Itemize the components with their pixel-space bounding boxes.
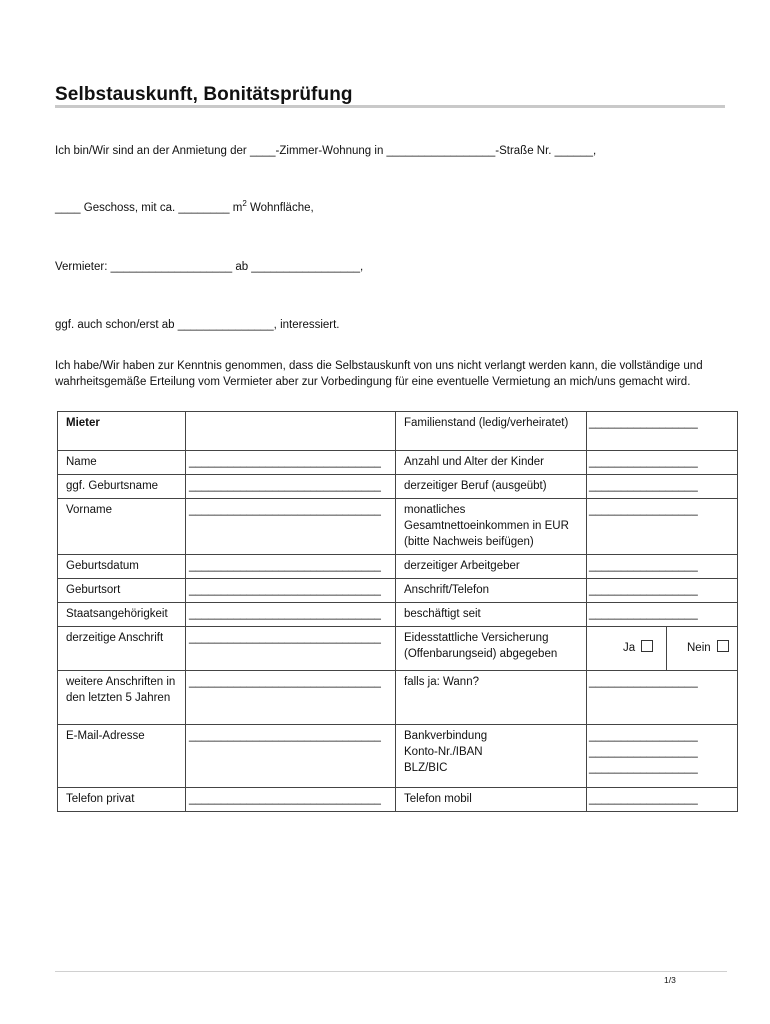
label-if-yes: falls ja: Wann?: [396, 671, 587, 725]
field-employed-since[interactable]: _________________: [587, 603, 738, 627]
field-previous-addresses[interactable]: ______________________________: [186, 671, 396, 725]
label-affidavit-line1: Eidesstattliche Versicherung: [404, 632, 549, 644]
label-tenant-header: Mieter: [58, 412, 186, 451]
field-email[interactable]: ______________________________: [186, 725, 396, 788]
table-row: [58, 725, 738, 788]
label-marital-status: Familienstand (ledig/verheiratet): [396, 412, 587, 451]
page-title: Selbstauskunft, Bonitätsprüfung: [55, 84, 353, 105]
table-row: [58, 555, 738, 579]
label-bank-group: [396, 725, 587, 788]
empty-cell: [186, 412, 396, 451]
label-affidavit-line2: (Offenbarungseid) abgegeben: [404, 648, 558, 660]
table-row: [58, 499, 738, 555]
label-income: monatliches Gesamtnettoeinkommen in EUR (bitte Nachweis beifügen): [396, 499, 587, 555]
tenant-form-table: [57, 411, 738, 812]
field-income[interactable]: _________________: [587, 499, 738, 555]
area-suffix: Wohnfläche,: [246, 202, 314, 214]
intro-line-floor: [55, 199, 314, 214]
label-current-address: derzeitige Anschrift: [58, 627, 186, 671]
table-row: [58, 788, 738, 812]
label-bank-connection: Bankverbindung: [404, 730, 488, 742]
field-if-yes[interactable]: _________________: [587, 671, 738, 725]
intro-line-landlord: Vermieter: ___________________ ab _________________,: [55, 261, 364, 273]
label-phone-private: Telefon privat: [58, 788, 186, 812]
field-phone-mobile[interactable]: _________________: [587, 788, 738, 812]
field-nationality[interactable]: ______________________________: [186, 603, 396, 627]
checkbox-yes-icon[interactable]: [641, 640, 653, 652]
label-nationality: Staatsangehörigkeit: [58, 603, 186, 627]
label-blz-bic: BLZ/BIC: [404, 762, 448, 774]
label-birth-name: ggf. Geburtsname: [58, 475, 186, 499]
field-employer[interactable]: _________________: [587, 555, 738, 579]
option-yes[interactable]: [587, 627, 667, 671]
field-current-address[interactable]: ______________________________: [186, 627, 396, 671]
option-no[interactable]: [667, 627, 738, 671]
table-row: [58, 627, 738, 671]
label-first-name: Vorname: [58, 499, 186, 555]
field-bank-group: [587, 725, 738, 788]
label-birth-date: Geburtsdatum: [58, 555, 186, 579]
label-affidavit: [396, 627, 587, 671]
label-address-phone: Anschrift/Telefon: [396, 579, 587, 603]
label-children: Anzahl und Alter der Kinder: [396, 451, 587, 475]
field-birth-date[interactable]: ______________________________: [186, 555, 396, 579]
field-blz-bic[interactable]: _________________: [589, 762, 698, 774]
field-name[interactable]: ______________________________: [186, 451, 396, 475]
label-email: E-Mail-Adresse: [58, 725, 186, 788]
intro-line-start: ggf. auch schon/erst ab _______________, interessiert.: [55, 319, 340, 331]
label-previous-addresses: weitere Anschriften in den letzten 5 Jahren: [58, 671, 186, 725]
field-birth-place[interactable]: ______________________________: [186, 579, 396, 603]
field-birth-name[interactable]: ______________________________: [186, 475, 396, 499]
title-underline: [55, 105, 725, 108]
field-account-iban[interactable]: _________________: [589, 746, 698, 758]
field-marital-status[interactable]: _________________: [587, 412, 738, 451]
table-row: [58, 603, 738, 627]
table-row: [58, 451, 738, 475]
label-birth-place: Geburtsort: [58, 579, 186, 603]
table-row: [58, 579, 738, 603]
label-account-iban: Konto-Nr./IBAN: [404, 746, 483, 758]
intro-line-apartment: Ich bin/Wir sind an der Anmietung der ____-Zimmer-Wohnung in _________________-Straße Nr. ______,: [55, 145, 597, 157]
notice-paragraph: Ich habe/Wir haben zur Kenntnis genommen, dass die Selbstauskunft von uns nicht verlangt werden kann, die vollständige und wahrheitsgemäße Erteilung vom Vermieter aber zur Vorbedingung für eine eventuelle Vermietung an mich/uns gemacht wird.: [55, 360, 703, 388]
label-yes: Ja: [623, 642, 636, 654]
label-employer: derzeitiger Arbeitgeber: [396, 555, 587, 579]
field-bank-connection[interactable]: _________________: [589, 730, 698, 742]
page-number: 1/3: [664, 975, 676, 985]
label-phone-mobile: Telefon mobil: [396, 788, 587, 812]
field-children[interactable]: _________________: [587, 451, 738, 475]
footer-rule: [55, 971, 727, 972]
field-phone-private[interactable]: ______________________________: [186, 788, 396, 812]
intro-line-floor-text: ____ Geschoss, mit ca. ________ m: [55, 202, 243, 214]
table-row: [58, 412, 738, 451]
field-occupation[interactable]: _________________: [587, 475, 738, 499]
table-row: [58, 475, 738, 499]
label-no: Nein: [687, 642, 711, 654]
field-address-phone[interactable]: _________________: [587, 579, 738, 603]
label-name: Name: [58, 451, 186, 475]
table-row: [58, 671, 738, 725]
label-employed-since: beschäftigt seit: [396, 603, 587, 627]
label-occupation: derzeitiger Beruf (ausgeübt): [396, 475, 587, 499]
area-superscript: 2: [242, 199, 247, 208]
field-first-name[interactable]: ______________________________: [186, 499, 396, 555]
checkbox-no-icon[interactable]: [717, 640, 729, 652]
